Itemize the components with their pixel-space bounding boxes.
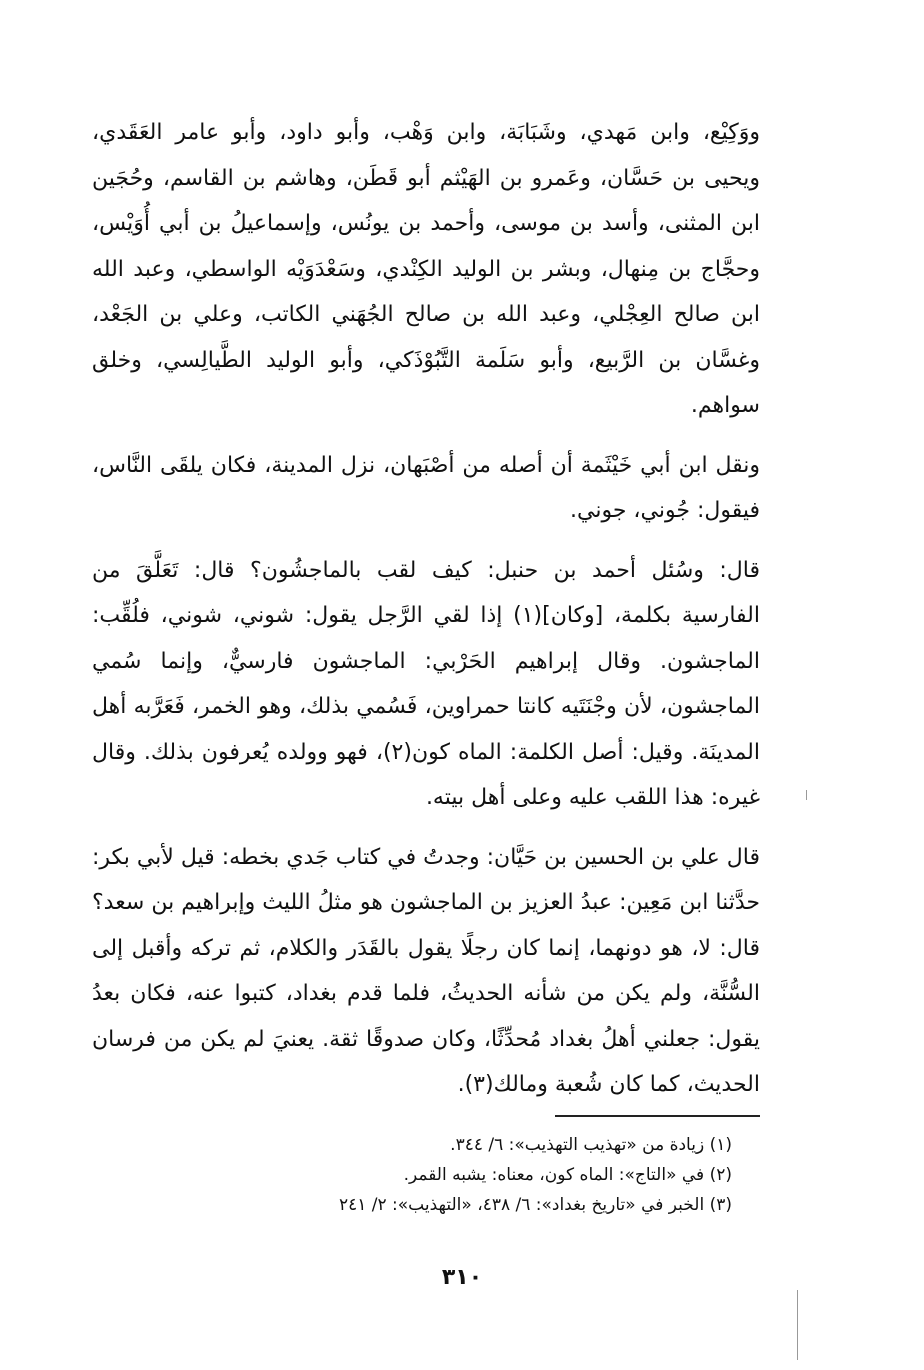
scan-edge-mark (797, 1290, 798, 1360)
paragraph-narrators-list: ووَكِيْع، وابن مَهدي، وشَبَابَة، وابن وَهْب، وأبو داود، وأبو عامر العَقَدي، ويحيى بن حَسَّان، وعَمرو بن الهَيْثم أبو قَطَن، وهاشم بن القاسم، وحُجَين ابن المثنى، وأسد بن موسى، وأحمد بن يونُس، وإسماعيلُ بن أبي أُوَيْس، وحجَّاج بن مِنهال، وبشر بن الوليد الكِنْدي، وسَعْدَوَيْه الواسطي، وعبد الله ابن صالح العِجْلي، وعبد الله بن صالح الجُهَني الكاتب، وعلي بن الجَعْد، وغسَّان بن الرَّبيع، وأبو سَلَمة التَّبُوْذَكي، وأبو الوليد الطَّيالِسي، وخلق سواهم. (92, 120, 760, 418)
main-text (92, 110, 760, 1108)
footnote-3: (٣) الخبر في «تاريخ بغداد»: ٦/ ٤٣٨، «التهذيب»: ٢/ ٢٤١ (338, 1195, 732, 1215)
footnotes (200, 1130, 760, 1220)
paragraph-origin: ونقل ابن أبي خَيْثَمة أن أصله من أصْبَهان، نزل المدينة، فكان يلقَى النَّاس، فيقول: جُوني، جوني. (92, 452, 760, 523)
footnote-1: (١) زيادة من «تهذيب التهذيب»: ٦/ ٣٤٤. (450, 1135, 732, 1155)
paragraph-ibn-maeen: قال علي بن الحسين بن حَيَّان: وجدتُ في كتاب جَدي بخطه: قيل لأبي بكر: حدَّثنا ابن مَعِين: عبدُ العزيز بن الماجشون هو مثلُ الليث وإبراهيم بن سعد؟ قال: لا، هو دونهما، إنما كان رجلًا يقول بالقَدَر والكلام، ثم تركه وأقبل إلى السُّنَّة، ولم يكن من شأنه الحديثُ، فلما قدم بغداد، كتبوا عنه، فكان بعدُ يقول: جعلني أهلُ بغداد مُحدِّثًا، وكان صدوقًا ثقة. يعنيَ لم يكن من فرسان الحديث، كما كان شُعبة ومالك(٣). (92, 844, 760, 1097)
scan-edge-mark (806, 790, 807, 800)
page-number: ٣١٠ (441, 1265, 483, 1290)
footnote-2: (٢) في «التاج»: الماه كون، معناه: يشبه القمر. (403, 1165, 732, 1185)
paragraph-nickname: قال: وسُئل أحمد بن حنبل: كيف لقب بالماجشُون؟ قال: تَعَلَّقَ من الفارسية بكلمة، [وكان](١) إذا لقي الرَّجل يقول: شوني، شوني، فلُقِّب: الماجشون. وقال إبراهيم الحَرْبي: الماجشون فارسيٌّ، وإنما سُمي الماجشون، لأن وجْنَتَيه كانتا حمراوين، فَسُمي بذلك، وهو الخمر، فَعَرَّبه أهل المدينَة. وقيل: أصل الكلمة: الماه كون(٢)، فهو وولده يُعرفون بذلك. وقال غيره: هذا اللقب عليه وعلى أهل بيته. (92, 557, 760, 810)
footnote-separator (555, 1115, 760, 1117)
